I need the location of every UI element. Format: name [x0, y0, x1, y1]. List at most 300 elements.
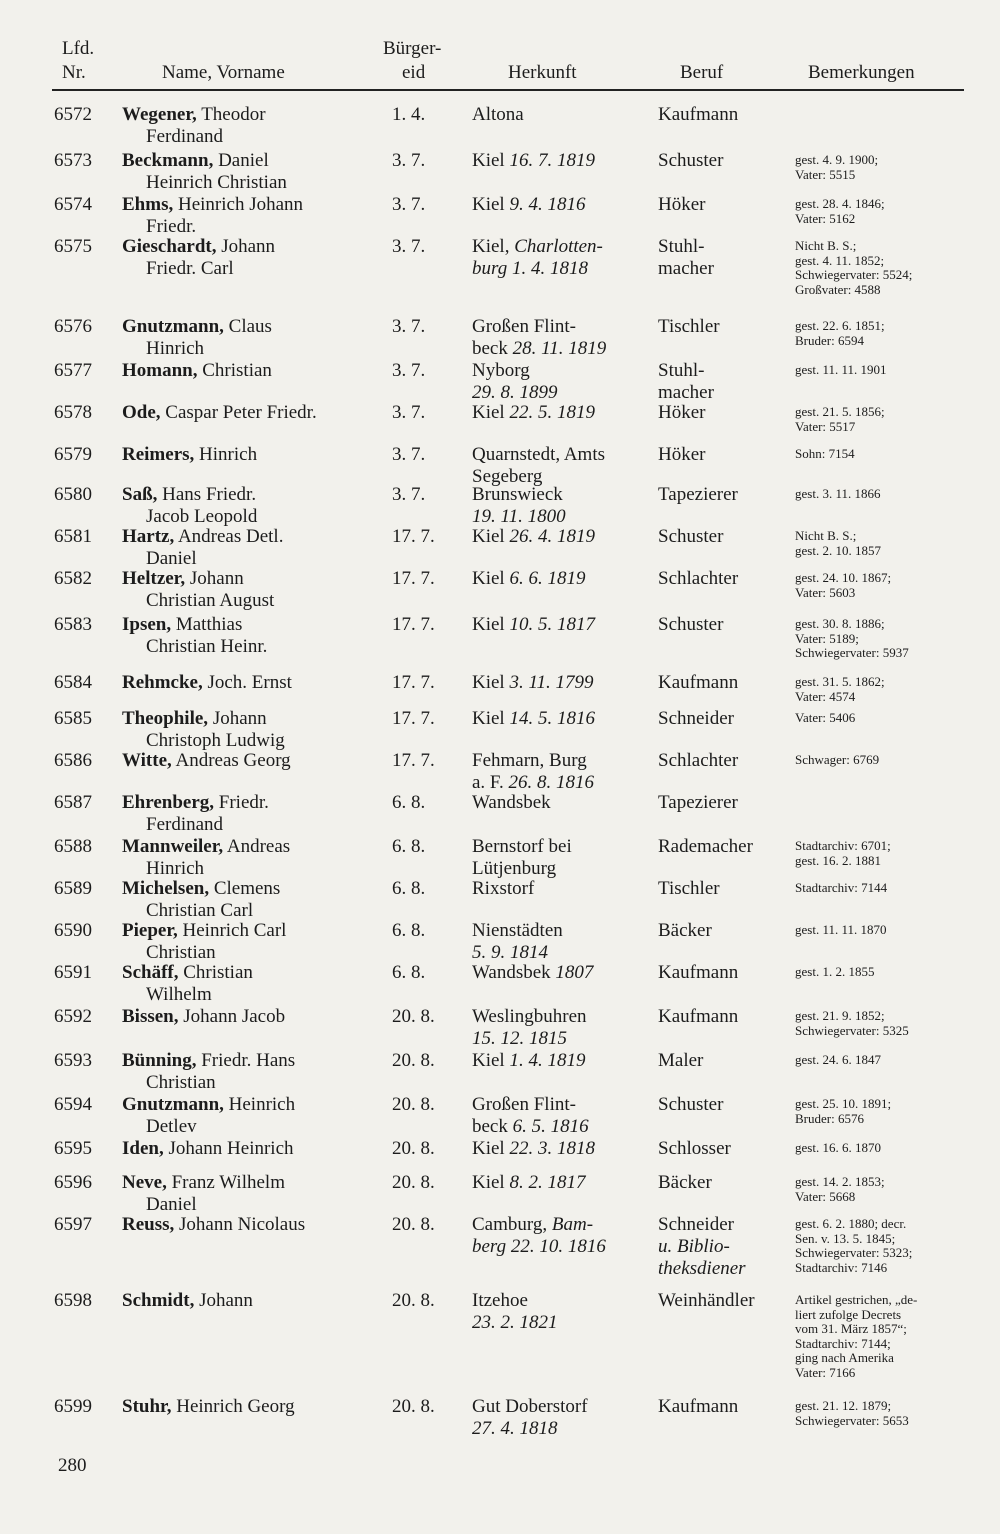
remark-line: gest. 2. 10. 1857	[795, 542, 881, 558]
origin-part: Kiel	[472, 568, 510, 589]
entry-remarks	[795, 1293, 965, 1380]
entry-name	[122, 1138, 384, 1160]
name-line	[122, 402, 317, 423]
entry-remarks	[795, 1399, 965, 1428]
origin-part: Rixstorf	[472, 878, 535, 899]
name-line	[122, 1214, 305, 1235]
origin-part: Gut Doberstorf	[472, 1396, 588, 1417]
given-names: Matthias	[175, 614, 243, 635]
entry-name	[122, 836, 384, 880]
citizenship-date: 3. 7.	[392, 236, 426, 257]
entry-origin	[472, 236, 654, 280]
name-line	[122, 484, 256, 505]
table-row	[0, 360, 1000, 403]
occupation-line: Tapezierer	[658, 792, 738, 813]
entry-remarks	[795, 571, 965, 600]
remark-line: gest. 3. 11. 1866	[795, 486, 881, 501]
name-line	[122, 1290, 253, 1311]
origin-part: Bam-	[551, 1214, 594, 1235]
entry-origin	[472, 672, 654, 694]
origin-line	[472, 750, 654, 772]
surname: Stuhr,	[122, 1396, 172, 1417]
remark-line: gest. 16. 2. 1881	[795, 852, 881, 868]
entry-origin	[472, 878, 654, 900]
origin-part: 26. 8. 1816	[508, 772, 594, 793]
entry-occupation	[658, 1006, 790, 1028]
remark-line: Vater: 7166	[795, 1364, 856, 1380]
origin-part: Fehmarn, Burg	[472, 750, 587, 771]
occupation-line: Schneider	[658, 708, 734, 729]
entry-name	[122, 526, 384, 570]
remark-line: Sohn: 7154	[795, 446, 855, 461]
surname: Neve,	[122, 1172, 167, 1193]
remark-line: gest. 24. 6. 1847	[795, 1052, 881, 1067]
citizenship-date: 20. 8.	[392, 1214, 435, 1235]
surname: Ipsen,	[122, 614, 172, 635]
table-row	[0, 194, 1000, 237]
entry-remarks	[795, 965, 965, 980]
entry-name	[122, 878, 384, 922]
entry-origin	[472, 1290, 654, 1334]
entry-remarks	[795, 1053, 965, 1068]
table-row	[0, 708, 1000, 751]
entry-number: 6580	[54, 484, 92, 505]
origin-part: Bernstorf bei	[472, 836, 572, 857]
origin-line	[472, 484, 654, 506]
origin-part: 19. 11. 1800	[472, 506, 566, 527]
entry-number: 6596	[54, 1172, 92, 1193]
name-line	[122, 1094, 295, 1115]
name-line	[122, 194, 303, 215]
citizenship-date: 17. 7.	[392, 614, 435, 635]
occupation-line: Schuster	[658, 150, 724, 171]
given-names: Clemens	[213, 878, 281, 899]
citizenship-date: 6. 8.	[392, 962, 426, 983]
entry-occupation	[658, 962, 790, 984]
remark-line: liert zufolge Decrets	[795, 1306, 902, 1322]
origin-line	[472, 1006, 654, 1028]
remark-line: Schwiegervater: 5653	[795, 1412, 909, 1428]
occupation-line: Stuhl-	[658, 360, 705, 381]
occupation-line: Schuster	[658, 526, 724, 547]
origin-part: Kiel	[472, 1172, 510, 1193]
name-continuation: Wilhelm	[146, 984, 212, 1005]
surname: Heltzer,	[122, 568, 186, 589]
surname: Witte,	[122, 750, 172, 771]
citizenship-date: 20. 8.	[392, 1172, 435, 1193]
citizenship-date: 20. 8.	[392, 1396, 435, 1417]
occupation-line: Schlachter	[658, 750, 739, 771]
entry-occupation	[658, 150, 790, 172]
entry-occupation	[658, 836, 790, 858]
entry-name	[122, 1290, 384, 1312]
remark-line: Schwiegervater: 5325	[795, 1022, 909, 1038]
citizenship-date: 3. 7.	[392, 402, 426, 423]
entry-occupation	[658, 526, 790, 548]
entry-occupation	[658, 920, 790, 942]
origin-part: 3. 11. 1799	[509, 672, 594, 693]
entry-number: 6589	[54, 878, 92, 899]
given-names: Johann Nicolaus	[179, 1214, 306, 1235]
entry-origin	[472, 836, 654, 880]
origin-line	[472, 672, 654, 694]
entry-name	[122, 1172, 384, 1216]
remark-line: gest. 4. 11. 1852;	[795, 252, 885, 268]
surname: Hartz,	[122, 526, 175, 547]
surname: Beckmann,	[122, 150, 214, 171]
citizenship-date: 20. 8.	[392, 1094, 435, 1115]
entry-remarks	[795, 405, 965, 434]
origin-line	[472, 1116, 654, 1138]
citizenship-date: 20. 8.	[392, 1006, 435, 1027]
remark-line: gest. 21. 12. 1879;	[795, 1398, 892, 1413]
origin-part: Charlotten-	[514, 236, 603, 257]
name-line	[122, 1050, 295, 1071]
entry-origin	[472, 708, 654, 730]
header-eid: eid	[402, 62, 426, 83]
surname: Ehms,	[122, 194, 174, 215]
citizenship-date: 3. 7.	[392, 316, 426, 337]
entry-name	[122, 708, 384, 752]
entry-occupation	[658, 614, 790, 636]
name-continuation: Christian August	[146, 590, 275, 611]
entry-remarks	[795, 711, 965, 726]
remark-line: Schwiegervater: 5937	[795, 645, 909, 660]
entry-origin	[472, 962, 654, 984]
remark-line: gest. 25. 10. 1891;	[795, 1096, 892, 1111]
entry-origin	[472, 750, 654, 794]
remark-line: Schwager: 6769	[795, 752, 880, 767]
surname: Ode,	[122, 402, 161, 423]
name-line	[122, 962, 253, 983]
entry-origin	[472, 1006, 654, 1050]
entry-remarks	[795, 529, 965, 558]
occupation-line: theksdiener	[658, 1258, 746, 1279]
entry-number: 6581	[54, 526, 92, 547]
origin-part: a. F.	[472, 772, 509, 793]
given-names: Johann	[199, 1290, 253, 1311]
occupation-line: Schuster	[658, 1094, 724, 1115]
header-rule	[52, 89, 964, 91]
header-nr: Nr.	[62, 62, 86, 83]
origin-part: Lütjenburg	[472, 858, 557, 879]
surname: Saß,	[122, 484, 158, 505]
table-row	[0, 1094, 1000, 1137]
name-line	[122, 708, 267, 729]
citizenship-date: 6. 8.	[392, 836, 426, 857]
name-line	[122, 236, 275, 257]
entry-origin	[472, 150, 654, 172]
name-continuation: Friedr. Carl	[146, 258, 234, 279]
entry-remarks	[795, 675, 965, 704]
remark-line: Stadtarchiv: 7144;	[795, 1335, 891, 1351]
occupation-line: macher	[658, 382, 714, 403]
remark-line: gest. 22. 6. 1851;	[795, 318, 885, 333]
entry-occupation	[658, 1290, 790, 1312]
occupation-line: Höker	[658, 194, 706, 215]
given-names: Heinrich Johann	[177, 194, 304, 215]
occupation-line: Bäcker	[658, 1172, 712, 1193]
surname: Bissen,	[122, 1006, 179, 1027]
entry-remarks	[795, 363, 965, 378]
table-row	[0, 484, 1000, 527]
citizenship-date: 3. 7.	[392, 150, 426, 171]
table-row	[0, 104, 1000, 147]
origin-part: Wandsbek	[472, 962, 556, 983]
given-names: Heinrich Georg	[176, 1396, 295, 1417]
citizenship-date: 3. 7.	[392, 484, 426, 505]
table-header	[0, 38, 1000, 90]
entry-occupation	[658, 708, 790, 730]
name-line	[122, 1006, 285, 1027]
given-names: Friedr. Hans	[201, 1050, 296, 1071]
origin-part: Kiel	[472, 708, 510, 729]
header-beruf: Beruf	[680, 62, 724, 83]
entry-number: 6593	[54, 1050, 92, 1071]
occupation-line: Schlachter	[658, 568, 739, 589]
origin-line	[472, 236, 654, 258]
entry-number: 6594	[54, 1094, 92, 1115]
surname: Reuss,	[122, 1214, 175, 1235]
name-line	[122, 104, 266, 125]
name-line	[122, 614, 242, 635]
surname: Homann,	[122, 360, 198, 381]
entry-origin	[472, 1396, 654, 1440]
entry-origin	[472, 1214, 654, 1258]
remark-line: Sen. v. 13. 5. 1845;	[795, 1230, 896, 1246]
entry-origin	[472, 792, 654, 814]
table-row	[0, 316, 1000, 359]
entry-number: 6578	[54, 402, 92, 423]
entry-occupation	[658, 1396, 790, 1418]
citizenship-date: 3. 7.	[392, 444, 426, 465]
origin-part: Kiel	[472, 402, 510, 423]
citizenship-date: 20. 8.	[392, 1050, 435, 1071]
table-row	[0, 236, 1000, 297]
citizenship-date: 6. 8.	[392, 792, 426, 813]
entry-number: 6574	[54, 194, 92, 215]
entry-name	[122, 236, 384, 280]
remark-line: Stadtarchiv: 7146	[795, 1259, 888, 1275]
remark-line: Schwiegervater: 5524;	[795, 267, 913, 282]
remark-line: vom 31. März 1857“;	[795, 1321, 907, 1336]
origin-part: Großen Flint-	[472, 316, 576, 337]
remark-line: Bruder: 6576	[795, 1110, 864, 1126]
entry-remarks	[795, 923, 965, 938]
table-row	[0, 792, 1000, 835]
table-row	[0, 526, 1000, 569]
entry-number: 6597	[54, 1214, 92, 1235]
origin-part: Kiel,	[472, 236, 515, 257]
origin-line	[472, 836, 654, 858]
entry-origin	[472, 568, 654, 590]
entry-occupation	[658, 402, 790, 424]
entry-name	[122, 1396, 384, 1418]
occupation-line: Höker	[658, 444, 706, 465]
given-names: Friedr.	[218, 792, 269, 813]
remark-line: gest. 4. 9. 1900;	[795, 152, 879, 167]
table-row	[0, 878, 1000, 921]
origin-line	[472, 614, 654, 636]
table-row	[0, 1050, 1000, 1093]
occupation-line: Rademacher	[658, 836, 753, 857]
name-line	[122, 360, 272, 381]
origin-part: Quarnstedt, Amts	[472, 444, 605, 465]
entry-name	[122, 1094, 384, 1138]
entry-number: 6587	[54, 792, 92, 813]
occupation-line: Höker	[658, 402, 706, 423]
table-row	[0, 962, 1000, 1005]
entry-occupation	[658, 878, 790, 900]
origin-part: 22. 3. 1818	[509, 1138, 595, 1159]
origin-part: Itzehoe	[472, 1290, 528, 1311]
remark-line: Vater: 4574	[795, 688, 856, 704]
header-herkunft: Herkunft	[508, 62, 577, 83]
origin-part: berg 22. 10. 1816	[472, 1236, 606, 1257]
origin-line	[472, 360, 654, 382]
citizenship-date: 17. 7.	[392, 568, 435, 589]
entry-name	[122, 614, 384, 658]
entry-occupation	[658, 1172, 790, 1194]
given-names: Daniel	[218, 150, 269, 171]
origin-line	[472, 1214, 654, 1236]
origin-part: 8. 2. 1817	[509, 1172, 586, 1193]
entry-number: 6577	[54, 360, 92, 381]
name-line	[122, 444, 257, 465]
entry-occupation	[658, 1138, 790, 1160]
origin-part: Kiel	[472, 194, 510, 215]
table-row	[0, 150, 1000, 193]
entry-name	[122, 920, 384, 964]
entry-origin	[472, 526, 654, 548]
given-names: Andreas Georg	[175, 750, 291, 771]
given-names: Claus	[228, 316, 272, 337]
origin-part: 23. 2. 1821	[472, 1312, 558, 1333]
table-row	[0, 402, 1000, 442]
entry-remarks	[795, 1009, 965, 1038]
occupation-line: Stuhl-	[658, 236, 705, 257]
occupation-line: Tischler	[658, 316, 720, 337]
origin-line	[472, 1236, 654, 1258]
header-name: Name, Vorname	[162, 62, 285, 83]
origin-line	[472, 772, 654, 794]
origin-line	[472, 258, 654, 280]
name-continuation: Hinrich	[146, 858, 205, 879]
origin-part: Kiel	[472, 1050, 510, 1071]
entry-occupation	[658, 568, 790, 590]
table-row	[0, 672, 1000, 712]
entry-number: 6591	[54, 962, 92, 983]
table-row	[0, 1214, 1000, 1279]
occupation-line: Maler	[658, 1050, 704, 1071]
origin-part: 26. 4. 1819	[509, 526, 595, 547]
remark-line: Vater: 5189;	[795, 630, 859, 646]
entry-remarks	[795, 447, 965, 462]
remark-line: Großvater: 4588	[795, 281, 881, 297]
given-names: Franz Wilhelm	[171, 1172, 285, 1193]
name-continuation: Christian	[146, 1072, 216, 1093]
table-row	[0, 920, 1000, 963]
occupation-line: Tischler	[658, 878, 720, 899]
entry-remarks	[795, 487, 965, 502]
name-line	[122, 1396, 295, 1417]
header-bemerkungen: Bemerkungen	[808, 62, 915, 83]
origin-line	[472, 920, 654, 942]
name-continuation: Ferdinand	[146, 126, 224, 147]
given-names: Johann	[221, 236, 276, 257]
origin-part: Kiel	[472, 526, 510, 547]
origin-line	[472, 942, 654, 964]
entry-number: 6588	[54, 836, 92, 857]
given-names: Theodor	[201, 104, 266, 125]
given-names: Heinrich	[228, 1094, 296, 1115]
origin-line	[472, 526, 654, 548]
entry-origin	[472, 1172, 654, 1194]
entry-origin	[472, 920, 654, 964]
entry-origin	[472, 1050, 654, 1072]
remark-line: Vater: 5517	[795, 418, 856, 434]
name-line	[122, 792, 269, 813]
name-line	[122, 878, 280, 899]
occupation-line: Schlosser	[658, 1138, 731, 1159]
occupation-line: Kaufmann	[658, 962, 739, 983]
occupation-line: Weinhändler	[658, 1290, 755, 1311]
entry-name	[122, 316, 384, 360]
given-names: Christian	[183, 962, 253, 983]
citizenship-date: 3. 7.	[392, 360, 426, 381]
table-row	[0, 750, 1000, 793]
origin-line	[472, 444, 654, 466]
origin-part: 6. 6. 1819	[509, 568, 586, 589]
remark-line: Stadtarchiv: 6701;	[795, 838, 891, 853]
origin-part: 9. 4. 1816	[509, 194, 586, 215]
entry-number: 6583	[54, 614, 92, 635]
citizenship-date: 20. 8.	[392, 1138, 435, 1159]
entry-name	[122, 360, 384, 382]
table-row	[0, 568, 1000, 611]
table-row	[0, 1006, 1000, 1049]
origin-line	[472, 1312, 654, 1334]
table-row	[0, 444, 1000, 487]
entry-remarks	[795, 153, 965, 182]
origin-line	[472, 402, 654, 424]
entry-origin	[472, 360, 654, 404]
remark-line: gest. 1. 2. 1855	[795, 964, 875, 979]
name-continuation: Christian Carl	[146, 900, 254, 921]
entry-name	[122, 104, 384, 148]
entry-number: 6576	[54, 316, 92, 337]
entry-occupation	[658, 1094, 790, 1116]
remark-line: Nicht B. S.;	[795, 528, 857, 543]
name-continuation: Christian Heinr.	[146, 636, 268, 657]
entry-number: 6598	[54, 1290, 92, 1311]
name-continuation: Daniel	[146, 1194, 197, 1215]
surname: Michelsen,	[122, 878, 210, 899]
citizenship-date: 20. 8.	[392, 1290, 435, 1311]
origin-part: 27. 4. 1818	[472, 1418, 558, 1439]
origin-part: 1807	[555, 962, 594, 983]
surname: Iden,	[122, 1138, 164, 1159]
entry-name	[122, 1214, 384, 1236]
entry-remarks	[795, 753, 965, 768]
origin-line	[472, 1138, 654, 1160]
given-names: Christian	[202, 360, 272, 381]
table-row	[0, 1290, 1000, 1380]
remark-line: gest. 11. 11. 1870	[795, 922, 887, 937]
given-names: Hans Friedr.	[162, 484, 257, 505]
surname: Rehmcke,	[122, 672, 203, 693]
remark-line: gest. 24. 10. 1867;	[795, 570, 892, 585]
